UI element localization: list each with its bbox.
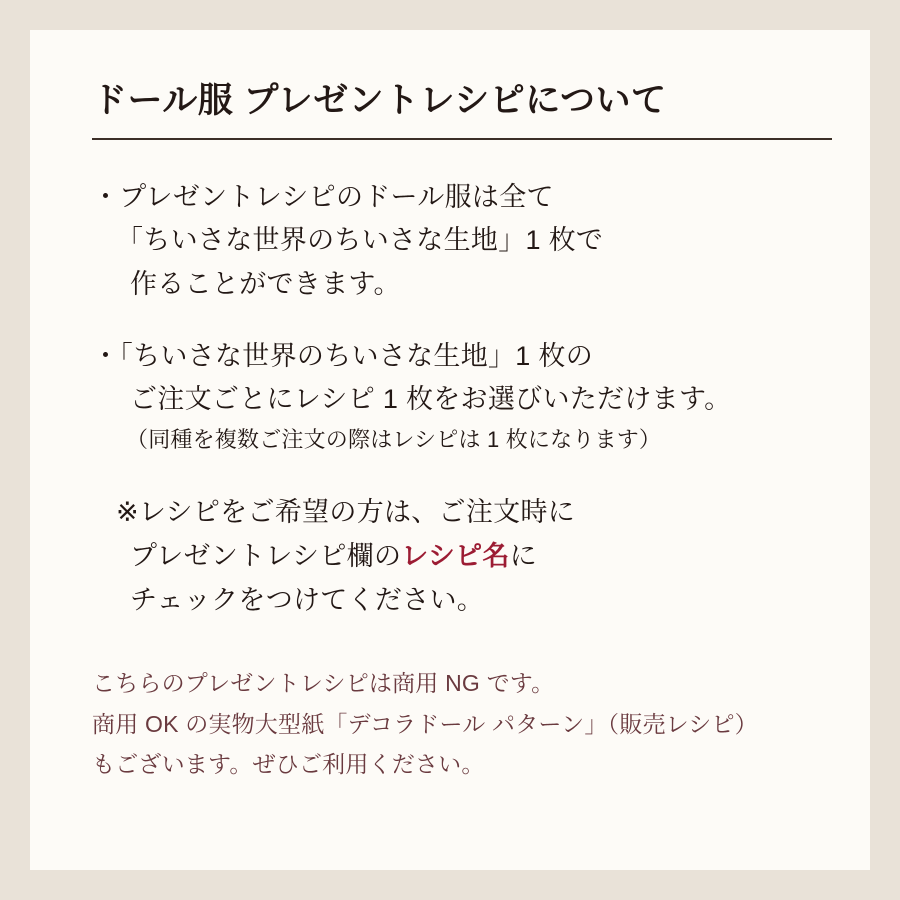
info-card	[30, 30, 870, 870]
body-content	[92, 176, 830, 786]
bullet-item-2	[92, 335, 830, 458]
notice-line-2-prefix: プレゼントレシピ欄の	[130, 541, 402, 572]
card-content	[92, 78, 830, 785]
notice-block	[92, 491, 830, 622]
bullet-2-note: （同種を複数ご注文の際はレシピは 1 枚になります）	[126, 427, 662, 453]
notice-line-2-suffix: に	[509, 541, 538, 572]
bullet-1-line-1: ・プレゼントレシピのドール服は全て	[92, 181, 554, 212]
footer-line-2: 商用 OK の実物大型紙「デコラドール パターン」（販売レシピ）	[92, 710, 758, 737]
bullet-item-1	[92, 176, 830, 307]
notice-line-1: ※レシピをご希望の方は、ご注文時に	[116, 497, 576, 528]
footer-note	[92, 663, 830, 786]
page-title: ドール服 プレゼントレシピについて	[92, 81, 667, 120]
bullet-2-line-2: ご注文ごとにレシピ 1 枚をお選びいただけます。	[130, 384, 732, 415]
notice-line-3: チェックをつけてください。	[130, 584, 485, 615]
notice-line-2	[92, 535, 830, 579]
bullet-1-line-3: 作ることができます。	[130, 268, 401, 299]
title-divider	[92, 138, 832, 140]
footer-line-1: こちらのプレゼントレシピは商用 NG です。	[92, 669, 555, 696]
recipe-name-highlight: レシピ名	[401, 541, 510, 572]
footer-line-3: もございます。ぜひご利用ください。	[92, 751, 485, 778]
bullet-1-line-2: 「ちいさな世界のちいさな生地」1 枚で	[116, 225, 604, 256]
bullet-2-line-1: ・「ちいさな世界のちいさな生地」1 枚の	[92, 340, 594, 371]
